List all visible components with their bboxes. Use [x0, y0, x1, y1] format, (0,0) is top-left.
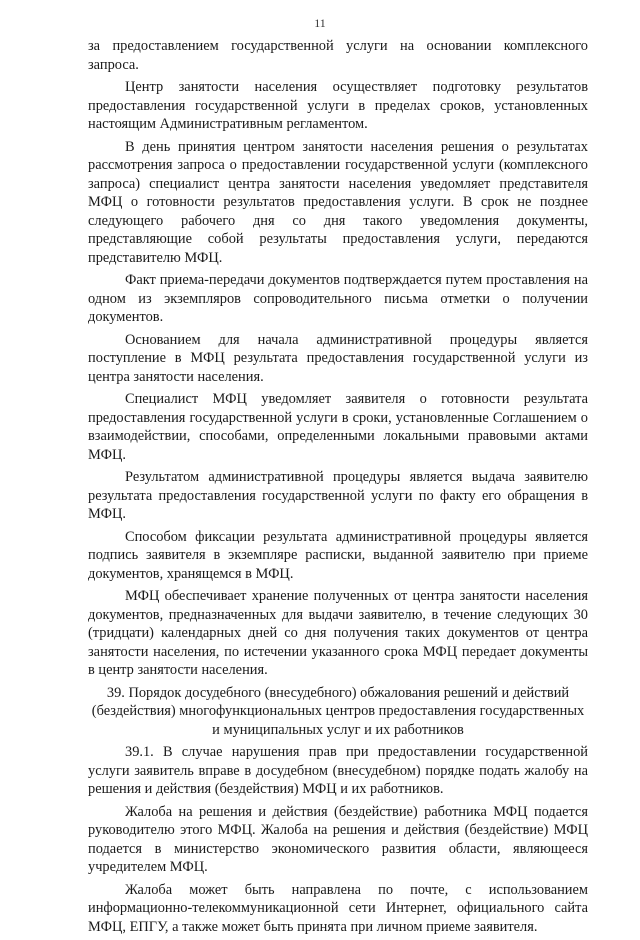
document-body	[88, 37, 588, 940]
page-number: 11	[314, 16, 326, 30]
paragraph: Факт приема-передачи документов подтверждается путем проставления на одном из экземпляров сопроводительного письма отметки о получении документов.	[88, 272, 588, 325]
paragraph: 39.1. В случае нарушения прав при предоставлении государственной услуги заявитель вправе в досудебном (внесудебном) порядке подать жалобу на решения и действия (бездействия) МФЦ и их работников.	[88, 744, 588, 797]
paragraph: Жалоба может быть направлена по почте, с использованием информационно-телекоммуникационной сети Интернет, официального сайта МФЦ, ЕПГУ, а также может быть принята при личном приеме заявителя.	[88, 881, 588, 935]
paragraph: Способом фиксации результата административной процедуры является подпись заявителя в экземпляре расписки, выданной заявителю при приеме документов, хранящемся в МФЦ.	[88, 528, 588, 582]
paragraph: Специалист МФЦ уведомляет заявителя о готовности результата предоставления государственной услуги в сроки, установленные Соглашением о взаимодействии, способами, определенными локальными правовыми актами МФЦ.	[88, 391, 588, 463]
paragraph: Центр занятости населения осуществляет подготовку результатов предоставления государственной услуги в пределах сроков, установленных настоящим Административным регламентом.	[88, 79, 588, 132]
paragraph: Основанием для начала административной процедуры является поступление в МФЦ результата предоставления государственной услуги из центра занятости населения.	[88, 331, 588, 385]
section-heading: 39. Порядок досудебного (внесудебного) обжалования решений и действий (бездействия) многофункциональных центров предоставления государственных и муниципальных услуг и их работников	[91, 684, 585, 738]
paragraph: Результатом административной процедуры является выдача заявителю результата предоставления государственной услуги по факту его обращения в МФЦ.	[88, 469, 588, 522]
paragraph: В день принятия центром занятости населения решения о результатах рассмотрения запроса о предоставлении государственной услуги (комплексного запроса) специалист центра занятости населения уведомляет представителя МФЦ о готовности результатов предоставления услуги. В срок не позднее следующего рабочего дня со дня такого уведомления документы, представляющие собой результаты предоставления услуги, передаются представителю МФЦ.	[88, 138, 588, 266]
paragraph: Жалоба на решения и действия (бездействие) работника МФЦ подается руководителю этого МФЦ. Жалоба на решения и действия (бездействие) МФЦ подается в министерство экономического развития области, являющееся учредителем МФЦ.	[88, 803, 588, 875]
paragraph: МФЦ обеспечивает хранение полученных от центра занятости населения документов, предназначенных для выдачи заявителю, в течение следующих 30 (тридцати) календарных дней со дня получения таких документов от центра занятости населения, по истечении указанного срока МФЦ передает документы в центр занятости населения.	[88, 588, 588, 678]
paragraph-continuation: за предоставлением государственной услуги на основании комплексного запроса.	[88, 38, 588, 73]
